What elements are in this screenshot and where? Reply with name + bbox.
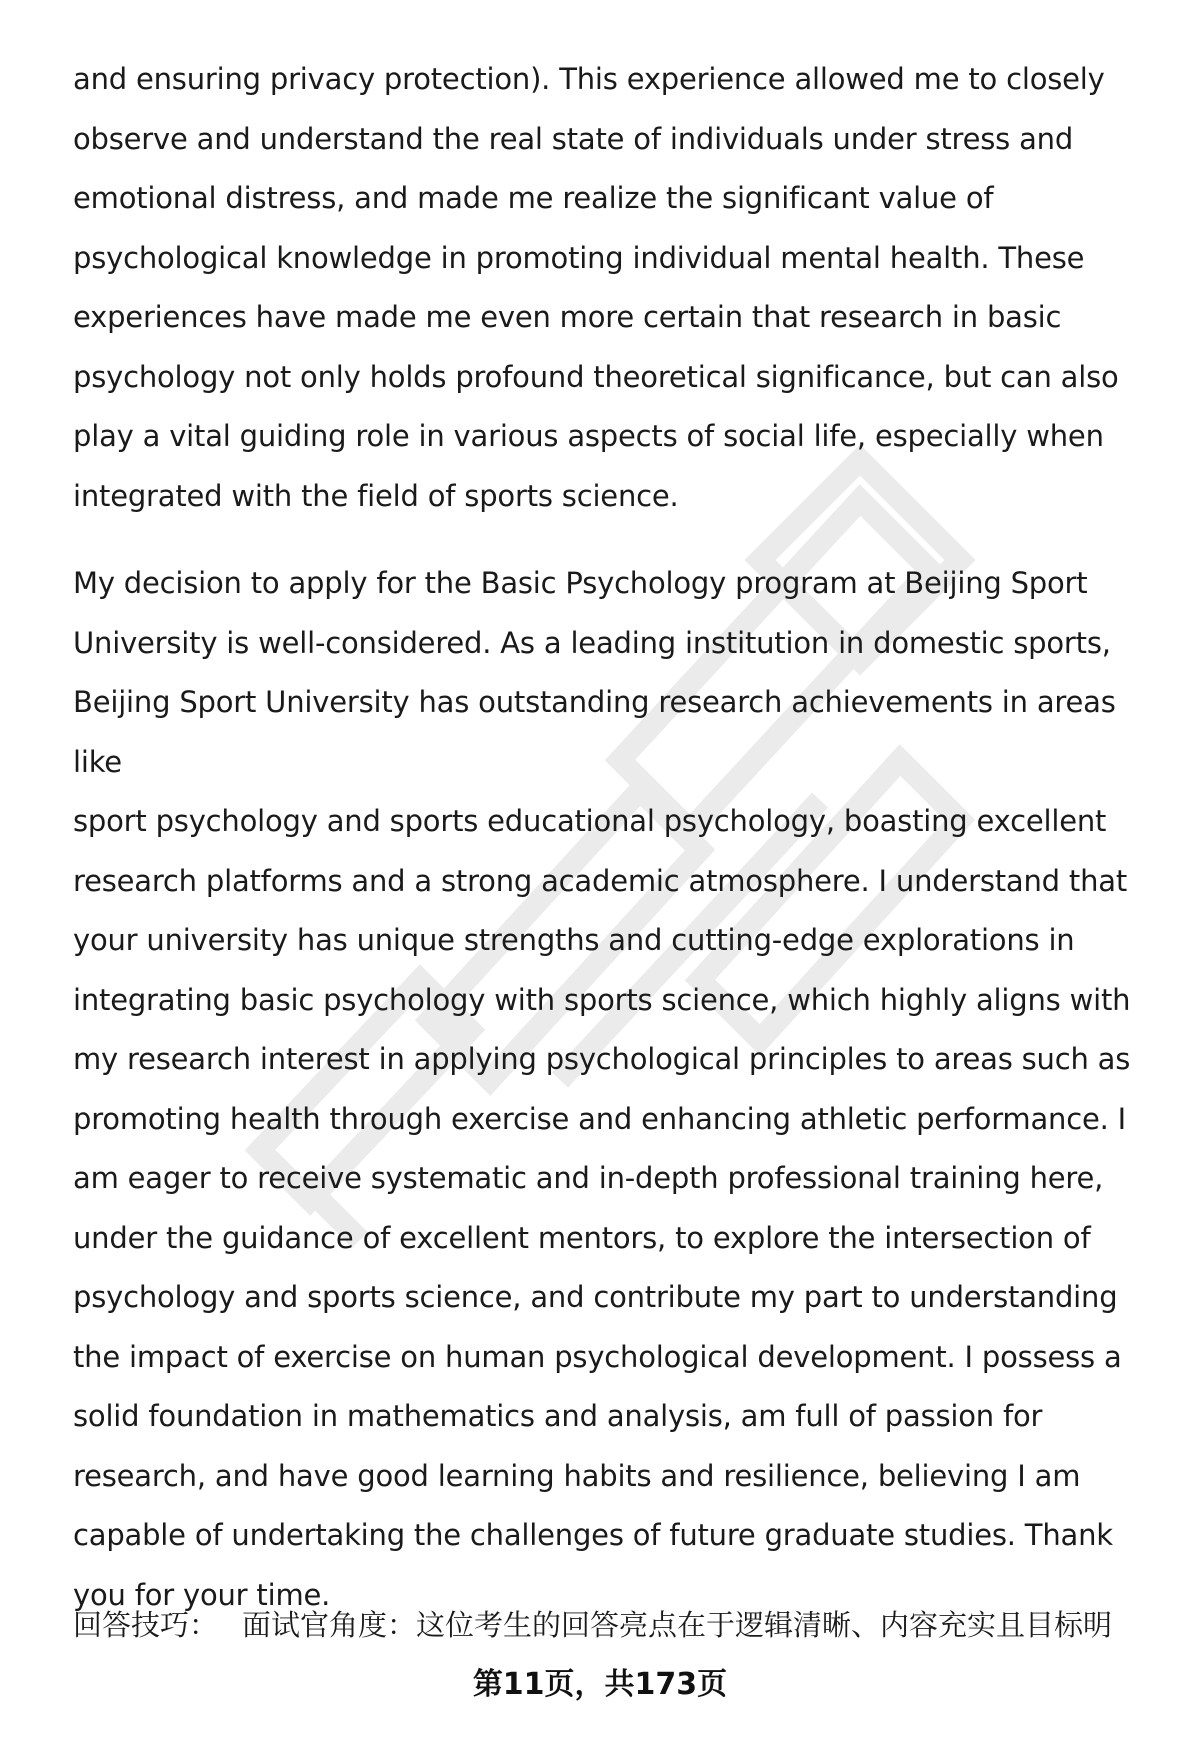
tips-label: 回答技巧： (73, 1608, 219, 1642)
answer-tips-line (73, 1605, 1153, 1645)
paragraph: and ensuring privacy protection). This experience allowed me to closely observe and understand the real state of individuals under stress and emotional distress, and made me realize the significant value of psychological knowledge in promoting individual mental health. These experiences have made me even more certain that research in basic psychology not only holds profound theoretical significance, but can also play a vital guiding role in various aspects of social life, especially when integrated with the field of sports science. (73, 62, 1119, 513)
page-indicator: 第11页，共173页 (472, 1667, 728, 1702)
document-body (73, 50, 1153, 1653)
tips-text: 面试官角度：这位考生的回答亮点在于逻辑清晰、内容充实且目标明 (242, 1608, 1113, 1642)
paragraph: My decision to apply for the Basic Psychology program at Beijing Sport University is well-considered. As a leading institution in domestic sports, Beijing Sport University has outstanding research achievements in areas like sport psychology and sports educational psychology, boasting excellent research platforms and a strong academic atmosphere. I understand that your university has unique strengths and cutting-edge explorations in integrating basic psychology with sports science, which highly aligns with my research interest in applying psychological principles to areas such as promoting health through exercise and enhancing athletic performance. I am eager to receive systematic and in-depth professional training here, under the guidance of excellent mentors, to explore the intersection of psychology and sports science, and contribute my part to understanding the impact of exercise on human psychological development. I possess a solid foundation in mathematics and analysis, am full of passion for research, and have good learning habits and resilience, believing I am capable of undertaking the challenges of future graduate studies. Thank you for your time. (73, 566, 1131, 1612)
